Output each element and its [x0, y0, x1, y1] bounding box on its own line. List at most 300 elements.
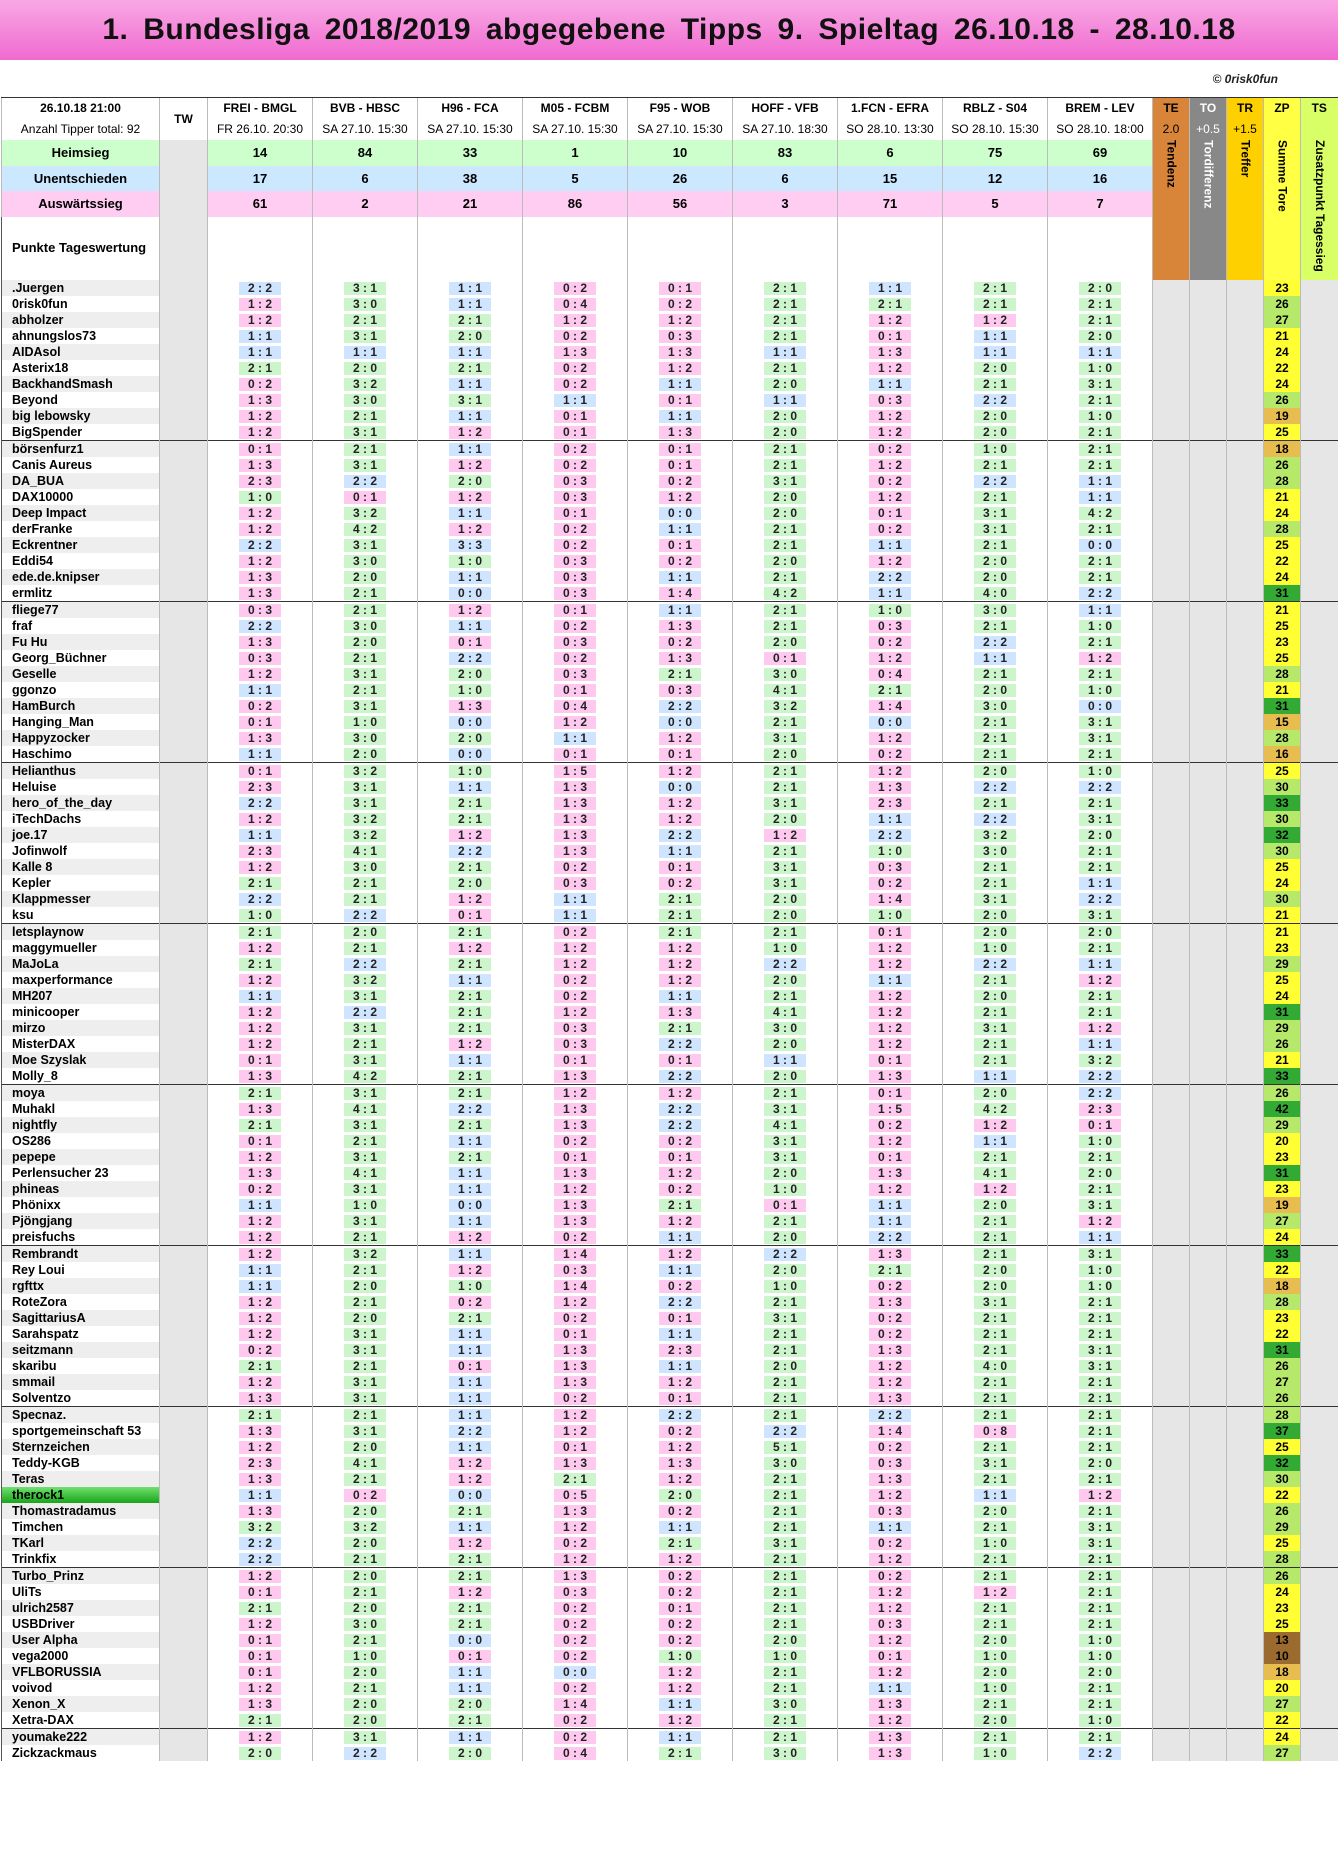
tip-value: 2 : 2	[659, 1070, 701, 1083]
tw-cell	[160, 940, 208, 956]
tip-cell	[733, 280, 838, 296]
tw-cell	[160, 1712, 208, 1729]
te-cell	[1153, 1648, 1190, 1664]
tip-cell	[208, 1310, 313, 1326]
te-cell	[1153, 1262, 1190, 1278]
tip-cell	[1048, 1551, 1153, 1568]
tr-cell	[1227, 1181, 1264, 1197]
tip-cell	[208, 972, 313, 988]
tip-value: 1 : 3	[554, 1103, 596, 1116]
tip-cell	[523, 1406, 628, 1423]
tip-value: 1 : 1	[659, 1698, 701, 1711]
tip-cell	[1048, 1535, 1153, 1551]
tip-cell	[838, 1390, 943, 1407]
tr-cell	[1227, 923, 1264, 940]
tip-value: 1 : 2	[869, 1183, 911, 1196]
match-teams: FREI - BMGL	[208, 98, 313, 120]
tip-value: 1 : 3	[239, 1392, 281, 1405]
tip-value: 4 : 2	[1079, 507, 1121, 520]
bonus-value-zp	[1264, 119, 1301, 140]
player-row	[2, 1149, 1338, 1165]
tip-cell	[1048, 1696, 1153, 1712]
tip-value: 0 : 2	[239, 700, 281, 713]
tip-value: 2 : 1	[764, 1344, 806, 1357]
tip-value: 2 : 1	[1079, 1473, 1121, 1486]
points-label: Punkte Tageswertung	[2, 217, 160, 280]
tw-cell	[160, 714, 208, 730]
tip-cell	[733, 424, 838, 441]
to-cell	[1190, 1084, 1227, 1101]
te-cell	[1153, 1036, 1190, 1052]
tip-value: 2 : 1	[764, 330, 806, 343]
tip-value: 1 : 3	[239, 1425, 281, 1438]
ts-cell	[1301, 1149, 1338, 1165]
player-name: USBDriver	[2, 1616, 160, 1632]
te-cell	[1153, 408, 1190, 424]
tw-cell	[160, 1133, 208, 1149]
tip-cell	[418, 1149, 523, 1165]
tip-cell	[208, 424, 313, 441]
tip-value: 0 : 2	[554, 1650, 596, 1663]
tip-value: 1 : 3	[869, 781, 911, 794]
goals-sum: 19	[1264, 408, 1301, 424]
tip-value: 1 : 5	[869, 1103, 911, 1116]
to-cell	[1190, 601, 1227, 618]
tip-cell	[523, 473, 628, 489]
to-cell	[1190, 634, 1227, 650]
tip-value: 2 : 1	[974, 1006, 1016, 1019]
tip-cell	[733, 779, 838, 795]
tip-value: 0 : 1	[554, 410, 596, 423]
tip-value: 2 : 0	[974, 410, 1016, 423]
tip-cell	[208, 730, 313, 746]
tip-value: 1 : 2	[554, 716, 596, 729]
tip-cell	[523, 585, 628, 602]
tip-cell	[628, 956, 733, 972]
goals-sum: 23	[1264, 1181, 1301, 1197]
tip-cell	[838, 1213, 943, 1229]
to-cell	[1190, 1567, 1227, 1584]
tip-cell	[523, 328, 628, 344]
player-name: ede.de.knipser	[2, 569, 160, 585]
tw-cell	[160, 1455, 208, 1471]
tip-cell	[208, 1278, 313, 1294]
tip-value: 1 : 1	[449, 1682, 491, 1695]
tip-value: 0 : 1	[449, 1360, 491, 1373]
to-cell	[1190, 1535, 1227, 1551]
tw-cell	[160, 1664, 208, 1680]
player-name: UliTs	[2, 1584, 160, 1600]
tip-value: 1 : 2	[659, 1248, 701, 1261]
tip-cell	[733, 1326, 838, 1342]
tip-cell	[943, 1181, 1048, 1197]
tw-cell	[160, 1213, 208, 1229]
tip-value: 0 : 2	[659, 636, 701, 649]
tip-value: 1 : 2	[554, 1425, 596, 1438]
tw-cell	[160, 1310, 208, 1326]
tip-cell	[733, 1117, 838, 1133]
tip-cell	[733, 972, 838, 988]
tip-value: 1 : 1	[659, 1264, 701, 1277]
tip-value: 0 : 1	[869, 926, 911, 939]
tr-cell	[1227, 940, 1264, 956]
tip-value: 1 : 3	[869, 1731, 911, 1744]
tip-cell	[208, 1020, 313, 1036]
tip-cell	[1048, 1004, 1153, 1020]
tip-cell	[313, 1680, 418, 1696]
tip-value: 3 : 1	[1079, 378, 1121, 391]
tip-cell	[523, 956, 628, 972]
goals-sum: 25	[1264, 762, 1301, 779]
tip-value: 1 : 3	[554, 1199, 596, 1212]
tip-value: 1 : 1	[869, 974, 911, 987]
te-cell	[1153, 569, 1190, 585]
tip-cell	[208, 650, 313, 666]
bonus-label-text: Tendenz	[1164, 140, 1179, 188]
tip-cell	[1048, 585, 1153, 602]
tr-cell	[1227, 569, 1264, 585]
player-name: RoteZora	[2, 1294, 160, 1310]
tip-value: 2 : 1	[974, 1698, 1016, 1711]
tip-value: 0 : 2	[239, 1344, 281, 1357]
tip-value: 0 : 1	[239, 765, 281, 778]
stat-value: 7	[1048, 191, 1153, 217]
tip-cell	[733, 1471, 838, 1487]
player-name: Asterix18	[2, 360, 160, 376]
tip-value: 3 : 1	[1079, 716, 1121, 729]
tw-cell	[160, 1326, 208, 1342]
tip-cell	[1048, 1052, 1153, 1068]
tip-cell	[943, 1696, 1048, 1712]
tip-cell	[943, 940, 1048, 956]
tip-cell	[628, 859, 733, 875]
tip-cell	[838, 1036, 943, 1052]
tip-value: 2 : 1	[764, 1602, 806, 1615]
ts-cell	[1301, 392, 1338, 408]
player-name: mirzo	[2, 1020, 160, 1036]
player-name: seitzmann	[2, 1342, 160, 1358]
tip-cell	[943, 312, 1048, 328]
player-name: VFLBORUSSIA	[2, 1664, 160, 1680]
tip-cell	[733, 1712, 838, 1729]
tip-cell	[313, 618, 418, 634]
tw-cell	[160, 1423, 208, 1439]
tip-cell	[418, 1213, 523, 1229]
tw-cell	[160, 1503, 208, 1519]
te-cell	[1153, 956, 1190, 972]
tip-cell	[418, 698, 523, 714]
tip-cell	[313, 360, 418, 376]
tip-value: 2 : 2	[239, 620, 281, 633]
tip-cell	[208, 312, 313, 328]
tip-value: 2 : 1	[764, 1376, 806, 1389]
player-name: SagittariusA	[2, 1310, 160, 1326]
ts-cell	[1301, 1181, 1338, 1197]
player-name: skaribu	[2, 1358, 160, 1374]
tip-value: 5 : 1	[764, 1441, 806, 1454]
tip-value: 2 : 1	[764, 1714, 806, 1727]
tip-cell	[628, 489, 733, 505]
tip-value: 3 : 1	[344, 1022, 386, 1035]
tr-cell	[1227, 1245, 1264, 1262]
tw-cell	[160, 618, 208, 634]
to-cell	[1190, 473, 1227, 489]
tip-cell	[943, 634, 1048, 650]
tr-cell	[1227, 280, 1264, 296]
tip-value: 0 : 2	[659, 1183, 701, 1196]
tip-value: 2 : 0	[1079, 829, 1121, 842]
goals-sum: 26	[1264, 1390, 1301, 1407]
stat-value: 56	[628, 191, 733, 217]
tip-cell	[943, 859, 1048, 875]
tr-cell	[1227, 537, 1264, 553]
player-name: phineas	[2, 1181, 160, 1197]
tip-value: 2 : 1	[554, 1473, 596, 1486]
tip-cell	[733, 1084, 838, 1101]
tip-value: 2 : 2	[659, 1409, 701, 1422]
tip-value: 0 : 1	[659, 1392, 701, 1405]
player-row	[2, 875, 1338, 891]
tr-cell	[1227, 1326, 1264, 1342]
tip-cell	[943, 1310, 1048, 1326]
tip-cell	[418, 1680, 523, 1696]
tip-value: 0 : 2	[554, 1714, 596, 1727]
tip-cell	[628, 328, 733, 344]
player-name: nightfly	[2, 1117, 160, 1133]
tip-cell	[523, 1036, 628, 1052]
te-cell	[1153, 666, 1190, 682]
tip-value: 2 : 1	[1079, 1441, 1121, 1454]
tip-cell	[628, 1632, 733, 1648]
player-row	[2, 891, 1338, 907]
goals-sum: 26	[1264, 1503, 1301, 1519]
bonus-value-to: +0.5	[1190, 119, 1227, 140]
tip-value: 1 : 0	[869, 604, 911, 617]
tip-value: 2 : 1	[1079, 1731, 1121, 1744]
tip-cell	[208, 1680, 313, 1696]
tip-cell	[313, 988, 418, 1004]
to-cell	[1190, 1632, 1227, 1648]
goals-sum: 24	[1264, 344, 1301, 360]
tw-cell	[160, 795, 208, 811]
tip-cell	[313, 440, 418, 457]
tip-value: 2 : 1	[974, 1054, 1016, 1067]
tip-cell	[523, 569, 628, 585]
tip-cell	[733, 1584, 838, 1600]
tip-value: 2 : 1	[1079, 1376, 1121, 1389]
player-row	[2, 1165, 1338, 1181]
tip-cell	[838, 569, 943, 585]
goals-sum: 24	[1264, 1229, 1301, 1246]
tip-value: 3 : 0	[344, 1618, 386, 1631]
tip-cell	[523, 1326, 628, 1342]
te-cell	[1153, 1229, 1190, 1246]
tip-value: 0 : 2	[554, 1634, 596, 1647]
tip-value: 2 : 1	[764, 604, 806, 617]
to-cell	[1190, 1020, 1227, 1036]
goals-sum: 30	[1264, 779, 1301, 795]
tip-cell	[418, 328, 523, 344]
to-cell	[1190, 392, 1227, 408]
te-cell	[1153, 762, 1190, 779]
tip-cell	[628, 779, 733, 795]
tip-cell	[313, 1745, 418, 1761]
goals-sum: 24	[1264, 1728, 1301, 1745]
tip-value: 1 : 2	[239, 1215, 281, 1228]
tr-cell	[1227, 1084, 1264, 1101]
tip-value: 0 : 2	[554, 861, 596, 874]
stat-value: 38	[418, 166, 523, 192]
tip-cell	[838, 956, 943, 972]
tr-cell	[1227, 1519, 1264, 1535]
tip-cell	[733, 1487, 838, 1503]
tip-value: 2 : 2	[764, 958, 806, 971]
tip-value: 0 : 3	[554, 1264, 596, 1277]
tip-cell	[733, 907, 838, 924]
tip-cell	[418, 1696, 523, 1712]
tip-value: 2 : 1	[659, 668, 701, 681]
tip-value: 2 : 0	[974, 1714, 1016, 1727]
tip-value: 1 : 2	[869, 1553, 911, 1566]
tip-value: 2 : 2	[239, 539, 281, 552]
tip-value: 2 : 1	[764, 1570, 806, 1583]
tip-value: 1 : 1	[449, 974, 491, 987]
tip-cell	[943, 746, 1048, 763]
tip-value: 1 : 0	[449, 684, 491, 697]
te-cell	[1153, 746, 1190, 763]
tip-cell	[943, 1712, 1048, 1729]
tip-cell	[838, 424, 943, 441]
tip-value: 0 : 1	[659, 1312, 701, 1325]
match-time: SA 27.10. 15:30	[418, 119, 523, 140]
tip-cell	[418, 1052, 523, 1068]
tip-cell	[418, 1745, 523, 1761]
tip-value: 2 : 2	[344, 909, 386, 922]
ts-cell	[1301, 907, 1338, 924]
tip-cell	[838, 1310, 943, 1326]
player-row	[2, 360, 1338, 376]
tip-value: 0 : 3	[869, 1505, 911, 1518]
ts-cell	[1301, 1245, 1338, 1262]
tip-value: 2 : 0	[449, 877, 491, 890]
tip-value: 1 : 2	[449, 426, 491, 439]
player-name: börsenfurz1	[2, 440, 160, 457]
player-name: DA_BUA	[2, 473, 160, 489]
tip-cell	[313, 569, 418, 585]
player-name: Timchen	[2, 1519, 160, 1535]
tip-cell	[1048, 1020, 1153, 1036]
tr-cell	[1227, 827, 1264, 843]
tip-cell	[418, 1728, 523, 1745]
tip-value: 0 : 3	[659, 330, 701, 343]
tip-value: 0 : 1	[239, 1650, 281, 1663]
tip-value: 0 : 1	[659, 394, 701, 407]
tip-cell	[943, 537, 1048, 553]
tip-cell	[943, 424, 1048, 441]
tip-cell	[523, 1712, 628, 1729]
player-row	[2, 988, 1338, 1004]
player-name: AIDAsol	[2, 344, 160, 360]
tip-value: 1 : 1	[449, 1054, 491, 1067]
tip-cell	[733, 489, 838, 505]
tip-cell	[313, 1616, 418, 1632]
tip-value: 3 : 2	[239, 1521, 281, 1534]
tw-cell	[160, 553, 208, 569]
tip-value: 1 : 1	[239, 346, 281, 359]
player-name: MaJoLa	[2, 956, 160, 972]
player-name: Sternzeichen	[2, 1439, 160, 1455]
tip-value: 2 : 1	[449, 1151, 491, 1164]
tw-cell	[160, 328, 208, 344]
match-teams: RBLZ - S04	[943, 98, 1048, 120]
player-row	[2, 1310, 1338, 1326]
tip-cell	[943, 601, 1048, 618]
tip-cell	[733, 827, 838, 843]
to-cell	[1190, 875, 1227, 891]
tw-cell	[160, 1728, 208, 1745]
player-row	[2, 440, 1338, 457]
tip-cell	[733, 1439, 838, 1455]
tip-cell	[943, 408, 1048, 424]
tip-value: 3 : 1	[344, 990, 386, 1003]
tip-value: 3 : 1	[344, 330, 386, 343]
tip-cell	[628, 1374, 733, 1390]
bonus-value-te: 2.0	[1153, 119, 1190, 140]
tw-cell	[160, 1197, 208, 1213]
tip-cell	[733, 1616, 838, 1632]
goals-sum: 29	[1264, 956, 1301, 972]
tip-cell	[313, 1245, 418, 1262]
goals-sum: 15	[1264, 714, 1301, 730]
tip-value: 0 : 1	[659, 539, 701, 552]
tip-cell	[523, 280, 628, 296]
tip-cell	[733, 923, 838, 940]
tip-value: 3 : 1	[449, 394, 491, 407]
tip-value: 2 : 1	[344, 443, 386, 456]
tip-cell	[733, 956, 838, 972]
tip-value: 1 : 1	[869, 378, 911, 391]
to-cell	[1190, 537, 1227, 553]
tr-cell	[1227, 1680, 1264, 1696]
goals-sum: 26	[1264, 392, 1301, 408]
tip-cell	[733, 698, 838, 714]
tip-value: 3 : 1	[974, 1457, 1016, 1470]
tip-value: 1 : 4	[659, 587, 701, 600]
ts-cell	[1301, 1696, 1338, 1712]
player-name: Fu Hu	[2, 634, 160, 650]
to-cell	[1190, 1648, 1227, 1664]
tip-cell	[628, 891, 733, 907]
tip-cell	[733, 682, 838, 698]
tip-cell	[523, 1229, 628, 1246]
tip-value: 3 : 0	[764, 1747, 806, 1760]
tip-value: 1 : 3	[554, 781, 596, 794]
tip-value: 1 : 1	[659, 1328, 701, 1341]
to-cell	[1190, 424, 1227, 441]
tip-cell	[628, 1358, 733, 1374]
tip-value: 1 : 1	[449, 1441, 491, 1454]
tip-value: 2 : 1	[974, 1151, 1016, 1164]
tip-cell	[943, 1149, 1048, 1165]
to-cell	[1190, 1423, 1227, 1439]
tip-cell	[838, 1245, 943, 1262]
tip-value: 4 : 2	[974, 1103, 1016, 1116]
tip-value: 2 : 1	[239, 958, 281, 971]
tip-cell	[313, 859, 418, 875]
tip-value: 3 : 1	[344, 1054, 386, 1067]
goals-sum: 32	[1264, 1455, 1301, 1471]
tip-value: 0 : 2	[554, 620, 596, 633]
